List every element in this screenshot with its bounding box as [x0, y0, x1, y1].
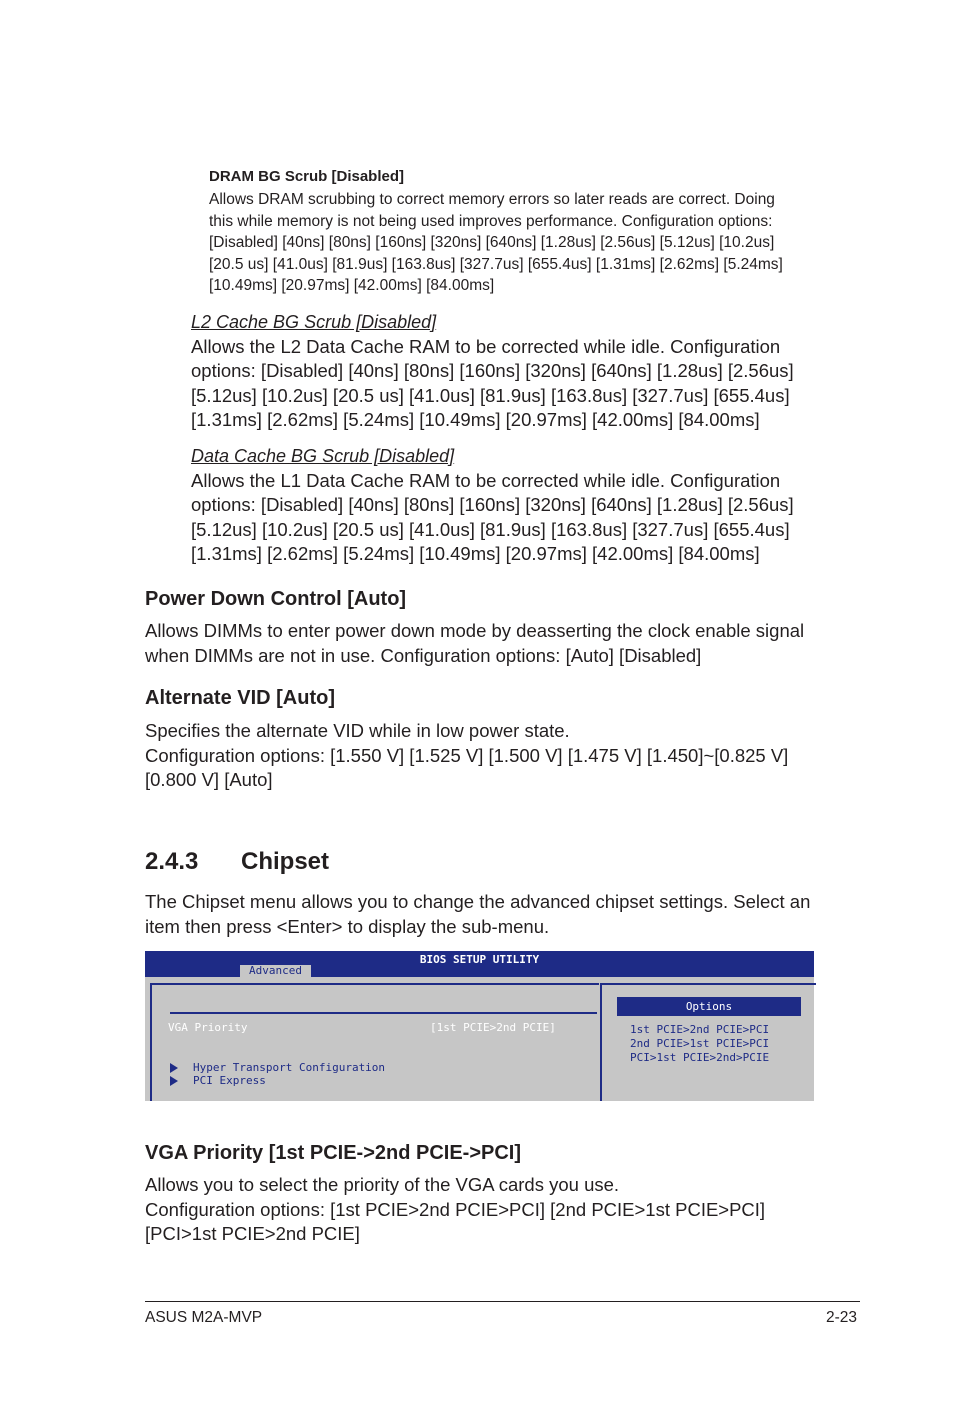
- text-line: [10.49ms] [20.97ms] [42.00ms] [84.00ms]: [209, 277, 495, 295]
- option-item[interactable]: 1st PCIE>2nd PCIE>PCI: [630, 1023, 770, 1036]
- tab-advanced[interactable]: Advanced: [240, 965, 311, 977]
- submenu-arrow-icon: [170, 1063, 178, 1073]
- vga-priority-label[interactable]: VGA Priority: [168, 1021, 248, 1034]
- text-line: Allows you to select the priority of the VGA cards you use.: [145, 1174, 620, 1195]
- alternate-vid-description: [145, 719, 825, 793]
- divider: [170, 1012, 597, 1014]
- text-line: Allows the L1 Data Cache RAM to be corrected while idle. Configuration: [191, 470, 781, 491]
- footer-page-number: 2-23: [826, 1309, 858, 1326]
- dram-bg-scrub-description: [209, 189, 819, 297]
- submenu-hyper-transport-configuration[interactable]: Hyper Transport Configuration: [193, 1061, 386, 1074]
- option-item[interactable]: 2nd PCIE>1st PCIE>PCI: [630, 1037, 770, 1050]
- text-line: options: [Disabled] [40ns] [80ns] [160ns] [320ns] [640ns] [1.28us] [2.56us]: [191, 494, 794, 516]
- l2-cache-bg-scrub-heading: L2 Cache BG Scrub [Disabled]: [191, 312, 437, 332]
- footer-rule: [145, 1301, 860, 1302]
- submenu-pci-express[interactable]: PCI Express: [193, 1074, 266, 1087]
- vga-priority-value[interactable]: [1st PCIE>2nd PCIE]: [430, 1021, 556, 1034]
- bios-screenshot: [145, 951, 814, 1129]
- alternate-vid-heading: Alternate VID [Auto]: [145, 687, 335, 709]
- power-down-control-description: [145, 619, 825, 668]
- text-line: Allows DRAM scrubbing to correct memory errors so later reads are correct. Doing: [209, 191, 775, 208]
- text-line: [5.12us] [10.2us] [20.5 us] [41.0us] [81.9us] [163.8us] [327.7us] [655.4us]: [191, 384, 790, 406]
- section-number: 2.4.3: [145, 848, 199, 875]
- submenu-arrow-icon: [170, 1076, 178, 1086]
- bios-options-panel: [600, 983, 816, 1105]
- data-cache-bg-scrub-heading: Data Cache BG Scrub [Disabled]: [191, 446, 455, 466]
- dram-bg-scrub-heading: DRAM BG Scrub [Disabled]: [209, 168, 405, 185]
- text-line: options: [Disabled] [40ns] [80ns] [160ns] [320ns] [640ns] [1.28us] [2.56us]: [191, 360, 794, 382]
- text-line: this while memory is not being used improves performance. Configuration options:: [209, 212, 773, 230]
- bios-title: BIOS SETUP UTILITY: [419, 953, 540, 966]
- footer-product-name: ASUS M2A-MVP: [145, 1309, 263, 1326]
- text-line: [PCI>1st PCIE>2nd PCIE]: [145, 1223, 360, 1244]
- text-line: [20.5 us] [41.0us] [81.9us] [163.8us] [327.7us] [655.4us] [1.31ms] [2.62ms] [5.24ms]: [209, 255, 783, 273]
- text-line: [1.31ms] [2.62ms] [5.24ms] [10.49ms] [20.97ms] [42.00ms] [84.00ms]: [191, 543, 760, 565]
- torn-edge: [145, 1101, 814, 1131]
- text-line: [0.800 V] [Auto]: [145, 769, 273, 790]
- option-item[interactable]: PCI>1st PCIE>2nd>PCIE: [630, 1051, 770, 1064]
- text-line: [Disabled] [40ns] [80ns] [160ns] [320ns] [640ns] [1.28us] [2.56us] [5.12us] [10.2us]: [209, 234, 775, 252]
- chipset-description: [145, 890, 825, 939]
- text-line: Configuration options: [1.550 V] [1.525 V] [1.500 V] [1.475 V] [1.450]~[0.825 V]: [145, 744, 789, 766]
- options-header: Options: [617, 997, 801, 1016]
- data-cache-bg-scrub-description: [191, 469, 801, 567]
- text-line: Allows DIMMs to enter power down mode by deasserting the clock enable signal: [145, 620, 805, 641]
- l2-cache-bg-scrub-description: [191, 335, 801, 433]
- vga-priority-description: [145, 1173, 825, 1247]
- vga-priority-heading: VGA Priority [1st PCIE->2nd PCIE->PCI]: [145, 1142, 522, 1164]
- power-down-control-heading: Power Down Control [Auto]: [145, 588, 407, 610]
- text-line: Specifies the alternate VID while in low power state.: [145, 720, 570, 741]
- bios-main-panel: [150, 983, 599, 1105]
- bios-header-bar: [145, 951, 814, 977]
- text-line: Allows the L2 Data Cache RAM to be corrected while idle. Configuration: [191, 336, 781, 357]
- text-line: item then press <Enter> to display the sub-menu.: [145, 915, 550, 937]
- text-line: [1.31ms] [2.62ms] [5.24ms] [10.49ms] [20.97ms] [42.00ms] [84.00ms]: [191, 409, 760, 431]
- text-line: Configuration options: [1st PCIE>2nd PCIE>PCI] [2nd PCIE>1st PCIE>PCI]: [145, 1198, 766, 1220]
- text-line: when DIMMs are not in use. Configuration options: [Auto] [Disabled]: [145, 644, 702, 666]
- text-line: [5.12us] [10.2us] [20.5 us] [41.0us] [81.9us] [163.8us] [327.7us] [655.4us]: [191, 518, 790, 540]
- section-title: Chipset: [241, 848, 330, 875]
- text-line: The Chipset menu allows you to change the advanced chipset settings. Select an: [145, 891, 811, 912]
